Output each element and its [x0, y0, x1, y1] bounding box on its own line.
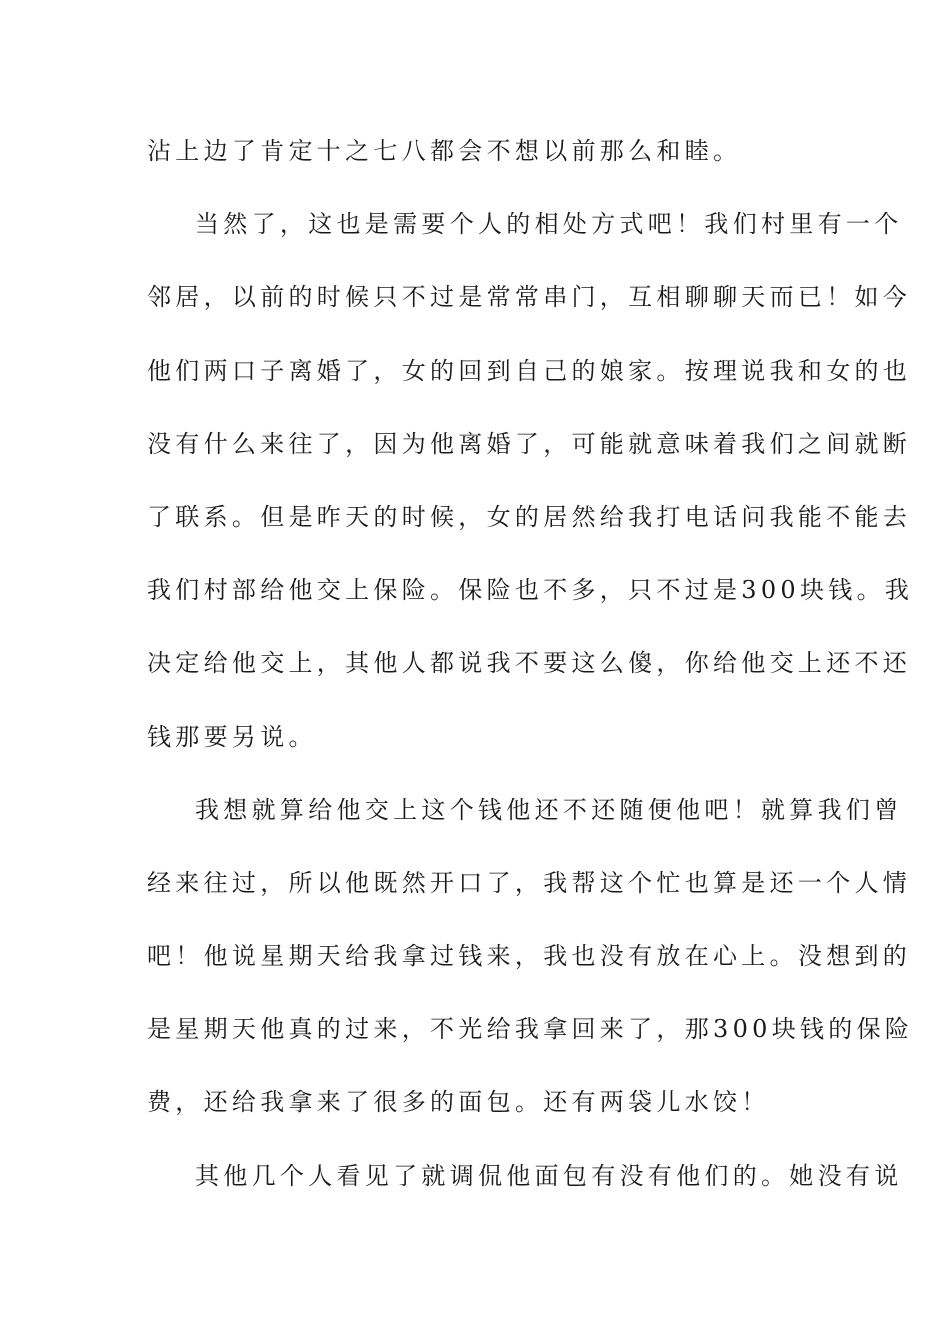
- text-line-9: 钱那要另说。: [147, 722, 317, 751]
- text-line-7: 我们村部给他交上保险。保险也不多，只不过是300块钱。我: [147, 576, 914, 605]
- document-body: [147, 133, 914, 1231]
- text-line-3: 邻居，以前的时候只不过是常常串门，互相聊聊天而已！如今: [147, 283, 912, 312]
- text-line-5: 没有什么来往了，因为他离婚了，可能就意味着我们之间就断: [147, 429, 912, 458]
- text-line-2: 当然了，这也是需要个人的相处方式吧！我们村里有一个: [195, 210, 903, 239]
- text-line-6: 了联系。但是昨天的时候，女的居然给我打电话问我能不能去: [147, 502, 912, 531]
- text-line-13: 是星期天他真的过来，不光给我拿回来了，那300块钱的保险: [147, 1015, 914, 1044]
- text-line-15: 其他几个人看见了就调侃他面包有没有他们的。她没有说: [195, 1161, 903, 1190]
- text-line-10: 我想就算给他交上这个钱他还不还随便他吧！就算我们曾: [195, 795, 903, 824]
- text-line-11: 经来往过，所以他既然开口了，我帮这个忙也算是还一个人情: [147, 868, 912, 897]
- text-line-1: 沾上边了肯定十之七八都会不想以前那么和睦。: [147, 137, 742, 165]
- text-line-12: 吧！他说星期天给我拿过钱来，我也没有放在心上。没想到的: [147, 942, 912, 971]
- text-line-14: 费，还给我拿来了很多的面包。还有两袋儿水饺！: [147, 1088, 770, 1117]
- text-line-8: 决定给他交上，其他人都说我不要这么傻，你给他交上还不还: [147, 649, 912, 678]
- text-line-4: 他们两口子离婚了，女的回到自己的娘家。按理说我和女的也: [147, 356, 912, 385]
